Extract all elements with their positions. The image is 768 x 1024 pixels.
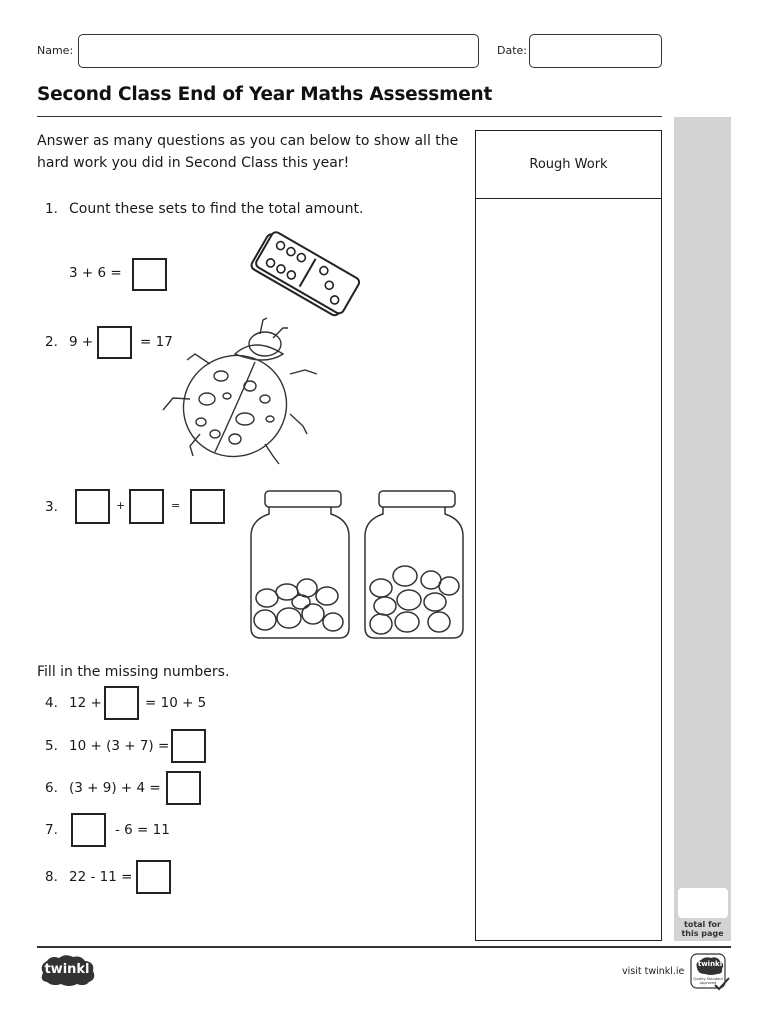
question-2-right: = 17 bbox=[140, 334, 173, 350]
answer-box-q7[interactable] bbox=[71, 813, 106, 847]
question-7-right: - 6 = 11 bbox=[115, 822, 170, 838]
total-score-box[interactable] bbox=[678, 888, 728, 918]
jar-icon bbox=[245, 488, 355, 643]
answer-box-q5[interactable] bbox=[171, 729, 206, 763]
question-4-right: = 10 + 5 bbox=[145, 695, 207, 711]
question-1-number: 1. bbox=[45, 201, 58, 217]
question-2-left: 9 + bbox=[69, 334, 94, 350]
answer-box-q3-second[interactable] bbox=[129, 489, 164, 524]
ladybird-icon bbox=[155, 314, 320, 469]
twinkl-logo: twinkl bbox=[37, 953, 97, 987]
domino-icon bbox=[248, 228, 360, 318]
answer-box-q3-total[interactable] bbox=[190, 489, 225, 524]
page-title: Second Class End of Year Maths Assessment bbox=[37, 84, 493, 105]
footer-url[interactable]: visit twinkl.ie bbox=[622, 966, 685, 977]
title-rule bbox=[37, 116, 662, 117]
section-label: Fill in the missing numbers. bbox=[37, 664, 230, 680]
rough-work-panel[interactable] bbox=[475, 130, 662, 941]
question-3-plus: + bbox=[116, 499, 126, 512]
question-1-text: Count these sets to find the total amount. bbox=[69, 201, 364, 217]
question-6-number: 6. bbox=[45, 780, 58, 796]
question-4-left: 12 + bbox=[69, 695, 102, 711]
footer-rule bbox=[37, 946, 731, 948]
intro-text: Answer as many questions as you can below to show all the hard work you did in Second Class this year! bbox=[37, 133, 459, 171]
question-4-number: 4. bbox=[45, 695, 58, 711]
answer-box-q2[interactable] bbox=[97, 326, 132, 359]
total-label: total for this page bbox=[681, 920, 724, 938]
question-3-number: 3. bbox=[45, 499, 58, 515]
score-sidebar bbox=[674, 117, 731, 941]
question-2-number: 2. bbox=[45, 334, 58, 350]
question-1-equation: 3 + 6 = bbox=[69, 265, 122, 281]
question-7-number: 7. bbox=[45, 822, 58, 838]
question-8-left: 22 - 11 = bbox=[69, 869, 133, 885]
date-label: Date: bbox=[497, 44, 527, 57]
answer-box-q3-first[interactable] bbox=[75, 489, 110, 524]
rough-work-label: Rough Work bbox=[529, 157, 608, 172]
answer-box-q4[interactable] bbox=[104, 686, 139, 720]
answer-box-q8[interactable] bbox=[136, 860, 171, 894]
question-3-equals: = bbox=[171, 499, 181, 512]
quality-badge: twinkl Quality Standard Approved bbox=[689, 952, 731, 992]
answer-box-q6[interactable] bbox=[166, 771, 201, 805]
answer-box-q1[interactable] bbox=[132, 258, 167, 291]
question-6-left: (3 + 9) + 4 = bbox=[69, 780, 161, 796]
date-field[interactable] bbox=[529, 34, 662, 68]
name-field[interactable] bbox=[78, 34, 479, 68]
rough-work-divider bbox=[475, 198, 662, 199]
question-5-number: 5. bbox=[45, 738, 58, 754]
question-8-number: 8. bbox=[45, 869, 58, 885]
name-label: Name: bbox=[37, 44, 74, 57]
question-5-left: 10 + (3 + 7) = bbox=[69, 738, 170, 754]
jar-icon bbox=[359, 488, 469, 643]
